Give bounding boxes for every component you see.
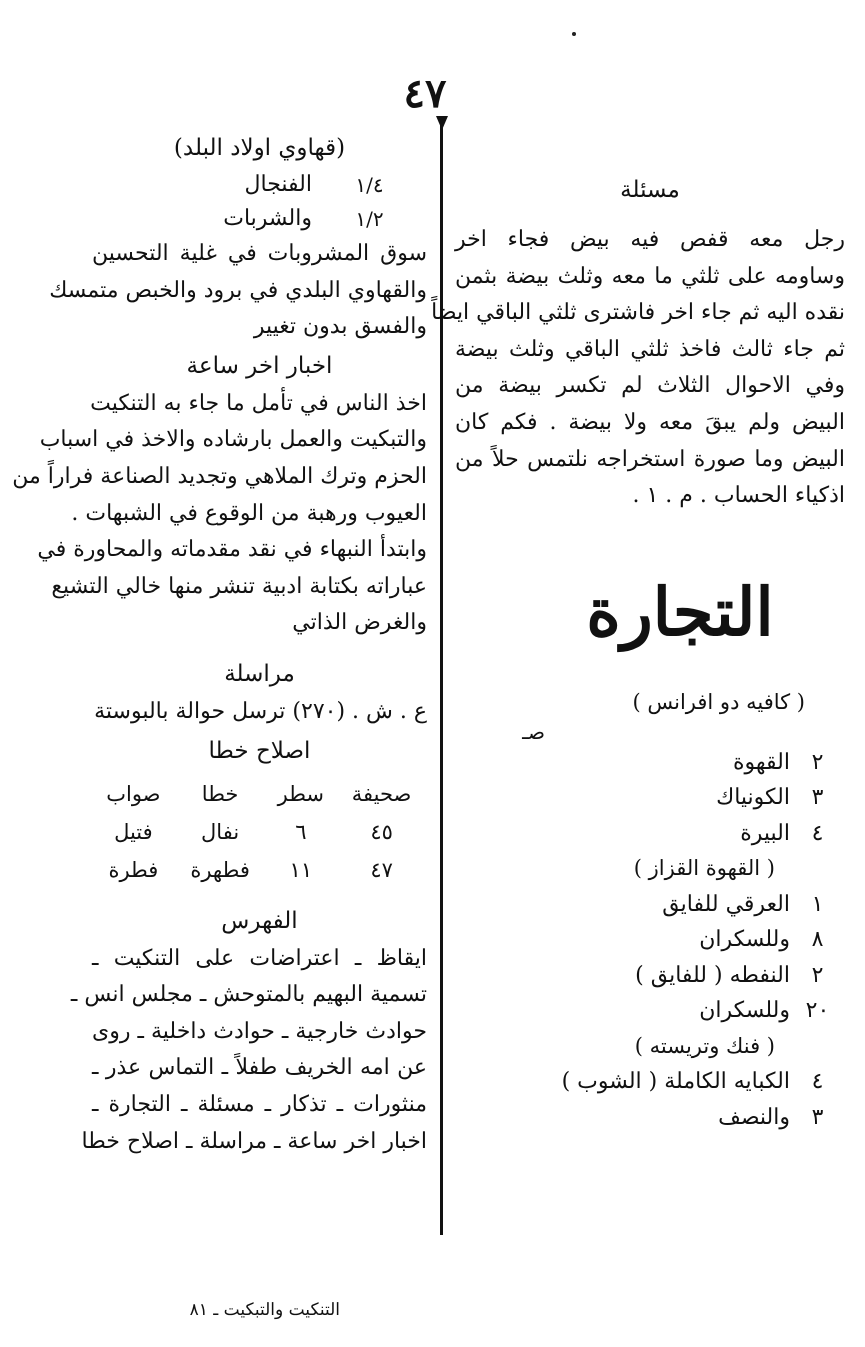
section-title-coffeehouses: (قهاوي اولاد البلد)	[173, 135, 346, 161]
commerce-title: التجارة	[586, 572, 774, 651]
market-line: والفسق بدون تغيير	[253, 314, 427, 340]
menu-row	[455, 745, 845, 781]
errata-header: خطا	[201, 781, 239, 806]
menu-item: البيرة	[740, 820, 790, 846]
menu-row	[455, 780, 845, 816]
news-line: والغرض الذاتي	[292, 610, 427, 636]
problem-line: البيض وما صورة استخراجه نلتمس حلاً من	[455, 446, 845, 472]
errata-cell: فطهرة	[190, 857, 250, 882]
menu-row	[455, 1064, 845, 1100]
fraction-row	[92, 168, 427, 202]
menu-row	[455, 1100, 845, 1136]
left-column	[12, 128, 427, 1160]
correspondence-title: مراسلة	[224, 660, 295, 687]
menu-price: ٢	[811, 749, 824, 775]
menu-row	[455, 922, 845, 958]
menu-price: ٢٠	[805, 998, 830, 1024]
problem-line: رجل معه قفص فيه بيض فجاء اخر	[455, 227, 845, 252]
problem-line: البيض ولم يبقَ معه ولا بيضة . فكم كان	[455, 409, 845, 435]
problem-line: ثم جاء ثالث فاخذ ثلثي الباقي وثلث بيضة	[455, 336, 845, 362]
menu-item: العرقي للفايق	[662, 891, 790, 917]
news-line: العيوب ورهبة من الوقوع في الشبهات .	[71, 500, 427, 526]
index-line: منثورات ـ تذكار ـ مسئلة ـ التجارة ـ	[92, 1091, 427, 1117]
errata-row	[92, 851, 427, 889]
fraction-row	[92, 202, 427, 236]
fraction-label: والشربات	[223, 206, 312, 231]
index-line: اخبار اخر ساعة ـ مراسلة ـ اصلاح خطا	[81, 1128, 427, 1154]
errata-header: صحيفة	[351, 781, 412, 806]
menu-row	[455, 887, 845, 923]
fraction-value: ١/٢	[355, 207, 384, 231]
index-line: عن امه الخريف طفلاً ـ التماس عذر ـ	[92, 1055, 427, 1081]
cafe-title: ( كافيه دو افرانس )	[632, 689, 805, 714]
errata-header: سطر	[277, 781, 325, 806]
index-line: ايقاظ ـ اعتراضات على التنكيت ـ	[92, 945, 427, 971]
menu-row	[455, 993, 845, 1029]
menu-row	[455, 958, 845, 994]
errata-cell: فطرة	[108, 857, 159, 882]
problem-line: نقده اليه ثم جاء اخر فاشترى ثلثي الباقي ايضاً	[431, 300, 845, 326]
errata-header-row	[92, 775, 427, 813]
menu-item: وللسكران	[699, 998, 790, 1024]
news-line: اخذ الناس في تأمل ما جاء به التنكيت	[90, 390, 427, 416]
speck-dot	[572, 32, 576, 36]
news-line: عباراته بكتابة ادبية تنشر منها خالي التشيع	[51, 573, 427, 599]
fraction-value: ١/٤	[355, 173, 384, 197]
market-line: والقهاوي البلدي في برود والخبص متمسك	[49, 277, 427, 303]
menu-price: ٢	[811, 962, 824, 988]
correspondence-text: ع . ش . (٢٧٠) ترسل حوالة بالبوستة	[94, 698, 427, 724]
right-column	[431, 170, 845, 1135]
menu-item: الكونياك	[716, 785, 790, 811]
errata-cell: ٦	[295, 819, 307, 844]
errata-header: صواب	[106, 781, 161, 806]
menu-price: ٣	[811, 1104, 824, 1130]
menu-item: النفطه ( للفايق )	[635, 962, 790, 988]
news-line: الحزم وترك الملاهي وتجديد الصناعة فراراً من	[12, 463, 427, 489]
price-marker: صـ	[522, 719, 545, 744]
menu-price: ٤	[811, 1069, 824, 1095]
index-line: تسمية البهيم بالمتوحش ـ مجلس انس ـ	[70, 982, 427, 1008]
errata-cell: ٤٥	[370, 819, 393, 844]
problem-line: وساومه على ثلثي ما معه وثلث بيضة بثمن	[455, 263, 845, 289]
market-line: سوق المشروبات في غلية التحسين	[92, 241, 427, 266]
index-title: الفهرس	[221, 907, 298, 934]
problem-title: مسئلة	[620, 177, 680, 203]
menu-row	[455, 816, 845, 852]
menu-item: القهوة	[733, 749, 790, 775]
news-line: والتبكيت والعمل بارشاده والاخذ في اسباب	[39, 427, 427, 453]
menu-subheading: ( القهوة القزاز )	[633, 856, 775, 881]
errata-cell: فتيل	[114, 819, 153, 844]
news-title: اخبار اخر ساعة	[186, 352, 333, 379]
menu-item: وللسكران	[699, 927, 790, 953]
menu-subheading: ( فنك وتريسته )	[634, 1033, 775, 1058]
errata-table	[92, 775, 427, 889]
errata-cell: نفال	[201, 819, 240, 844]
errata-cell: ٤٧	[370, 857, 393, 882]
news-line: وابتدأ النبهاء في نقد مقدماته والمحاورة في	[37, 537, 427, 563]
menu-price: ٨	[811, 927, 824, 953]
problem-line: وفي الاحوال الثلاث لم تكسر بيضة من	[455, 373, 845, 399]
errata-row	[92, 813, 427, 851]
errata-title: اصلاح خطا	[208, 737, 311, 764]
errata-cell: ١١	[289, 857, 313, 882]
menu-price: ١	[811, 891, 824, 917]
menu-price: ٤	[811, 820, 824, 846]
fraction-label: الفنجال	[244, 172, 312, 197]
menu-item: الكبايه الكاملة ( الشوب )	[561, 1069, 790, 1095]
index-line: حوادث خارجية ـ حوادث داخلية ـ روى	[92, 1018, 427, 1044]
menu-price: ٣	[811, 785, 824, 811]
page-footer: التنكيت والتبكيت ـ ٨١	[189, 1300, 340, 1320]
menu-item: والنصف	[718, 1104, 790, 1130]
page-number: ٤٧	[403, 70, 447, 117]
column-divider	[440, 120, 443, 1235]
problem-line: اذكياء الحساب . م . ١ .	[632, 483, 845, 509]
